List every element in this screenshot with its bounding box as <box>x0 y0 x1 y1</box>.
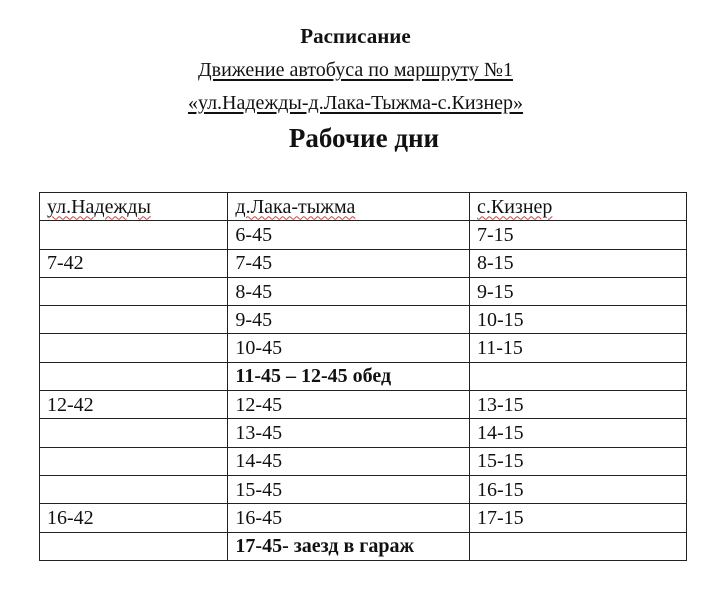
header-cell-stop-1: ул.Надежды <box>40 193 228 221</box>
table-cell <box>40 362 228 390</box>
table-cell: 8-15 <box>470 249 687 277</box>
table-cell: 9-15 <box>470 277 687 305</box>
table-cell <box>40 221 228 249</box>
table-cell: 15-15 <box>470 447 687 475</box>
table-cell <box>470 532 687 560</box>
table-cell: 14-15 <box>470 419 687 447</box>
table-cell: 16-15 <box>470 475 687 503</box>
table-row <box>40 504 687 532</box>
table-cell: 16-45 <box>228 504 470 532</box>
table-cell: 8-45 <box>228 277 470 305</box>
table-cell: 11-15 <box>470 334 687 362</box>
table-cell: 10-45 <box>228 334 470 362</box>
header-cell-stop-2: д.Лака-тыжма <box>228 193 470 221</box>
table-cell: 12-45 <box>228 391 470 419</box>
table-row <box>40 391 687 419</box>
table-cell: 7-45 <box>228 249 470 277</box>
route-line-2: «ул.Надежды-д.Лака-Тыжма-с.Кизнер» <box>187 92 524 114</box>
table-cell <box>40 532 228 560</box>
table-cell: 7-42 <box>40 249 228 277</box>
days-heading: Рабочие дни <box>288 123 440 153</box>
table-cell <box>40 419 228 447</box>
table-row <box>40 334 687 362</box>
table-row-lunch-break <box>40 362 687 390</box>
table-cell <box>40 277 228 305</box>
table-row <box>40 277 687 305</box>
table-cell: 10-15 <box>470 306 687 334</box>
table-row <box>40 475 687 503</box>
table-cell: 6-45 <box>228 221 470 249</box>
table-row <box>40 419 687 447</box>
garage-return-note: 17-45- заезд в гараж <box>228 532 470 560</box>
table-cell <box>40 475 228 503</box>
header-cell-stop-3: с.Кизнер <box>470 193 687 221</box>
table-cell: 12-42 <box>40 391 228 419</box>
table-cell: 7-15 <box>470 221 687 249</box>
table-cell <box>470 362 687 390</box>
table-cell: 15-45 <box>228 475 470 503</box>
table-cell: 17-15 <box>470 504 687 532</box>
table-cell <box>40 334 228 362</box>
table-cell <box>40 447 228 475</box>
table-row <box>40 306 687 334</box>
lunch-break-note: 11-45 – 12-45 обед <box>228 362 470 390</box>
table-cell: 14-45 <box>228 447 470 475</box>
table-header-row <box>40 193 687 221</box>
table-cell <box>40 306 228 334</box>
schedule-table <box>39 192 687 561</box>
route-name <box>0 90 711 116</box>
table-row <box>40 221 687 249</box>
document-title: Расписание <box>300 24 411 48</box>
table-cell: 13-15 <box>470 391 687 419</box>
table-row <box>40 249 687 277</box>
route-description <box>0 57 711 83</box>
table-cell: 9-45 <box>228 306 470 334</box>
route-line-1: Движение автобуса по маршруту №1 <box>197 59 513 81</box>
table-cell: 13-45 <box>228 419 470 447</box>
table-row-garage <box>40 532 687 560</box>
table-cell: 16-42 <box>40 504 228 532</box>
table-row <box>40 447 687 475</box>
